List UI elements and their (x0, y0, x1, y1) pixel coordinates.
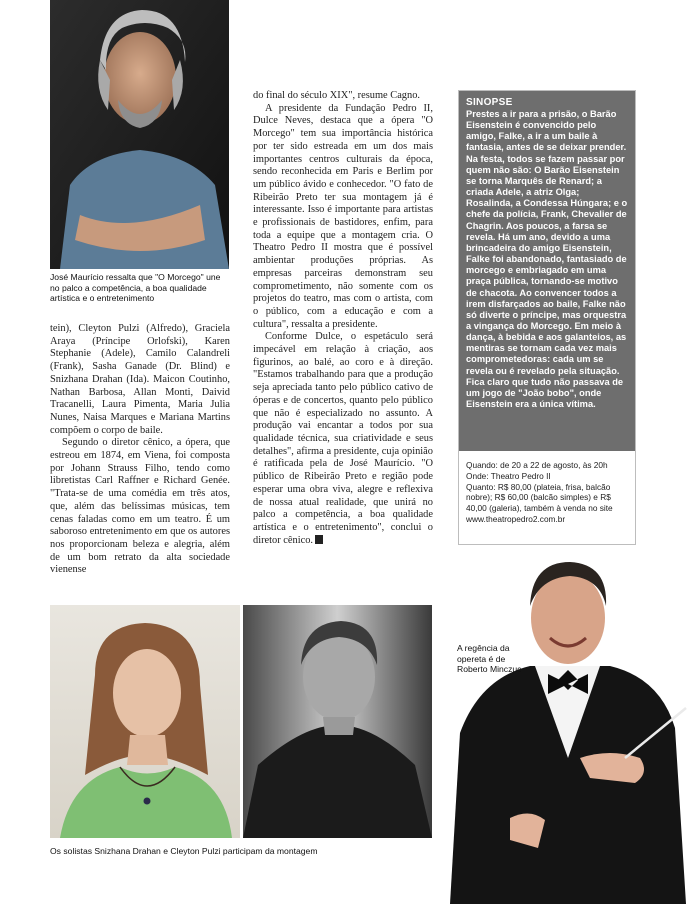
article-column-left (50, 323, 230, 577)
photo-jose-mauricio-image (50, 0, 229, 269)
article-column-right (253, 90, 433, 547)
photo-jose-mauricio (50, 0, 229, 269)
sinopse-title: SINOPSE (466, 97, 513, 108)
end-mark-icon (315, 535, 323, 544)
caption-conductor: A regência da opereta é de Roberto Minczuc (457, 643, 522, 675)
article-paragraph: Segundo o diretor cênico, a ópera, que estreou em 1874, em Viena, foi composta por Johann Strauss Filho, tendo como libretistas Carl Raffner e Richard Genée. "Trata-se de uma comédia em três atos, que, além das belíssimas músicas, tem cenas faladas como em um teatro. É um saboroso entretenimento em que os autores nos proporcionam beleza e alegria, além de um bom retrato da alta sociedade vienense (50, 437, 230, 576)
article-paragraph: A presidente da Fundação Pedro II, Dulce Neves, destaca que a ópera "O Morcego" tem sua importância histórica por ter sido estreada em um dos mais importantes centros culturais da época, sendo reconhecida em Paris e Berlim por um público ávido e conhecedor. "O fato de Ribeirão Preto ter sua montagem já é interessante. Isso é importante para artistas e profissionais de bastidores, enfim, para toda a equipe que a montagem cria. O Theatro Pedro II mostra que é possível ambientar produções próprias. As empresas parceiras demonstram seu comprometimento, não somente com os projetos do teatro, mas com o artista, com o público, com a educação e com a cultura", ressalta a presidente. (253, 102, 433, 330)
photo-roberto-minczuc (450, 558, 687, 904)
article-paragraph: do final do século XIX", resume Cagno. (253, 90, 420, 101)
event-info (459, 451, 635, 525)
photo-roberto-minczuc-image (450, 558, 687, 904)
article-paragraph (253, 331, 433, 547)
sinopse-text: Prestes a ir para a prisão, o Barão Eisenstein é convencido pelo amigo, Falke, a ir a um baile à fantasia, antes de se deixar prender. Na festa, todos se fazem passar por quem não são: O Barão Eisenstein se torna Marquês de Renard; a criada Adele, a atriz Olga; Rosalinda, a Condessa Húngara; e o chefe da polícia, Frank, Chevalier de Chagrin. Aos poucos, a farsa se revela. Há um ano, devido a uma brincadeira do amigo Eisenstein, Falke foi abandonado, fantasiado de morcego e embriagado em uma praça pública, tornando-se motivo de chacota. Ao convencer todos a irem disfarçados ao baile, Falke não só diverte o príncipe, mas orquestra a vingança do Morcego. Em meio à dança, à bebida e aos galanteios, as mentiras se tornam cada vez mais comprometedoras: cada um se revela ou é revelado pela situação. Fica claro que tudo não passava de um jogo de "João bobo", onde Eisenstein era a única vítima. (466, 109, 628, 410)
event-when: Quando: de 20 a 22 de agosto, às 20h (466, 460, 608, 470)
caption-soloists: Os solistas Snizhana Drahan e Cleyton Pulzi participam da montagem (50, 846, 318, 856)
event-price: Quanto: R$ 80,00 (plateia, frisa, balcão nobre); R$ 60,00 (balcão simples) e R$ 40,00 (galeria), também à venda no site www.theatropedro2.com.br (466, 481, 613, 524)
article-paragraph-text: Conforme Dulce, o espetáculo será impecável em relação à criação, aos figurinos, ao balé, ao coro e à direção. "Estamos trabalhando para que a produção seja apreciada tanto pelo público cativo de óperas e de concertos, quanto pelo público que não é especializado no assunto. A produção vai encantar a todos por sua qualidade técnica, sua criatividade e seus detalhes", afirma a presidente, cuja opinião é ratificada pela de José Maurício. "O público de Ribeirão Preto e região pode esperar uma obra viva, alegre e reflexiva de nossa atual realidade, que unirá no palco a competência, a boa qualidade artística e o entretenimento", conclui o diretor cênico. (253, 331, 433, 546)
sinopse-panel (459, 91, 635, 451)
event-where: Onde: Theatro Pedro II (466, 470, 551, 481)
article-paragraph: tein), Cleyton Pulzi (Alfredo), Graciela Araya (Príncipe Orlofski), Karen Stephanie (Adele), Camilo Calandreli (Frank), Sasha Ganade (Dr. Blind) e Snizhana Drahan (Ida). Maicon Coutinho, Nathan Barbosa, Allan Monti, Daivid Tracanelli, Laura Pimenta, Maria Julia Nunes, Naisa Marques e Mariana Martins compõem o corpo de baile. (50, 323, 230, 436)
sinopse-box (458, 90, 636, 545)
photo-cleyton-pulzi (243, 605, 432, 838)
photo-snizhana-drahan-image (50, 605, 240, 838)
photo-snizhana-drahan (50, 605, 240, 838)
photo-cleyton-pulzi-image (243, 605, 432, 838)
caption-jose-mauricio: José Maurício ressalta que "O Morcego" une no palco a competência, a boa qualidade artística e o entretenimento (50, 272, 221, 304)
